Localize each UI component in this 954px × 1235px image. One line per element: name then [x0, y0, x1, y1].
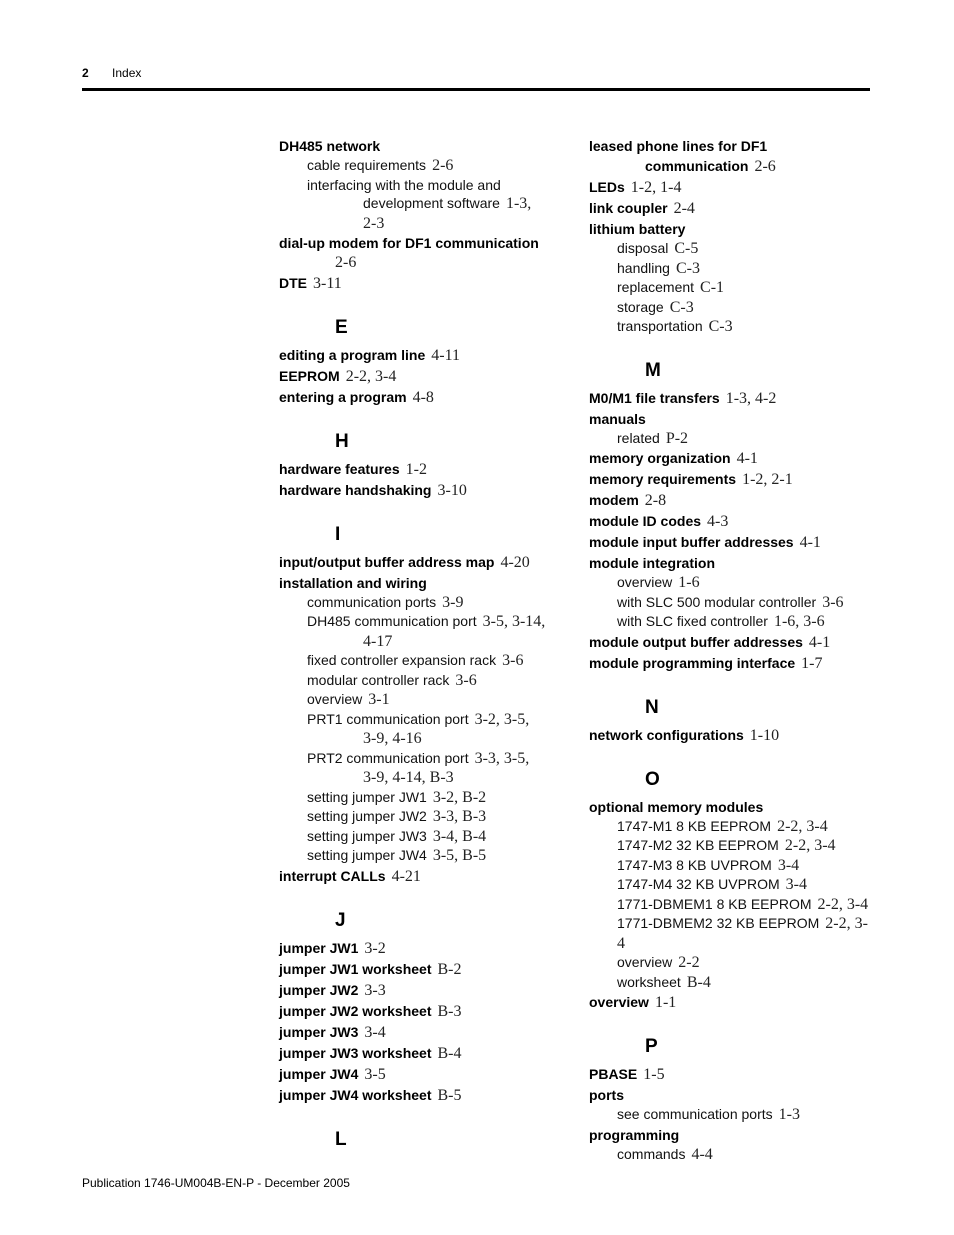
page-reference[interactable]: 2-4 [673, 200, 695, 217]
page-reference[interactable]: 2-2, 3-4 [784, 837, 836, 854]
index-letter-heading: L [335, 1128, 347, 1150]
index-term: jumper JW4 worksheet [279, 1086, 432, 1103]
page-reference[interactable]: 2-6 [335, 254, 357, 271]
index-subterm: 1747-M1 8 KB EEPROM [617, 817, 772, 834]
page-reference[interactable]: 3-3, B-3 [432, 808, 487, 825]
index-entry [279, 1022, 559, 1043]
page-reference[interactable]: 3-4 [785, 876, 807, 893]
page-reference[interactable]: C-3 [708, 318, 733, 335]
page-reference[interactable]: 4-1 [736, 450, 758, 467]
index-subterm: overview [307, 691, 363, 707]
page-reference[interactable]: 3-6 [822, 593, 844, 611]
index-subentry [279, 846, 559, 866]
index-subterm: commands [617, 1145, 686, 1162]
index-subentry-continued [279, 729, 559, 749]
index-entry [279, 366, 559, 387]
index-subterm: 1747-M3 8 KB UVPROM [617, 856, 772, 873]
index-term: module ID codes [589, 513, 702, 529]
index-subentry [589, 593, 869, 613]
index-subterm: 1747-M2 32 KB EEPROM [617, 837, 779, 853]
index-subentry [279, 827, 559, 847]
index-term: optional memory modules [589, 798, 764, 815]
page-reference[interactable]: C-5 [674, 240, 699, 257]
index-entry [589, 797, 869, 817]
page-reference[interactable]: 3-10 [437, 481, 467, 499]
index-entry [279, 136, 559, 156]
index-entry [589, 469, 869, 490]
index-subterm: PRT1 communication port [307, 710, 469, 727]
index-entry [589, 1125, 869, 1145]
page-reference[interactable]: 1-3 [778, 1106, 800, 1123]
page-reference[interactable]: 3-9, 4-14, B-3 [363, 769, 454, 786]
index-subentry [589, 1105, 869, 1125]
index-subentry [589, 612, 869, 632]
index-subterm: replacement [617, 279, 695, 295]
page-reference[interactable]: C-3 [669, 298, 694, 316]
page-reference[interactable]: 2-2, 3-4 [777, 817, 828, 835]
page-reference[interactable]: P-2 [665, 429, 689, 447]
page-reference[interactable]: B-2 [437, 960, 462, 978]
index-term: dial-up modem for DF1 communication [279, 235, 539, 251]
index-term: programming [589, 1126, 680, 1143]
index-subentry [589, 817, 869, 837]
index-subentry-continued [279, 632, 559, 652]
index-subentry [589, 239, 869, 259]
page-reference[interactable]: 2-6 [432, 157, 454, 174]
index-subterm: modular controller rack [307, 671, 450, 688]
index-subterm: transportation [617, 318, 703, 334]
index-term: manuals [589, 410, 646, 427]
page-reference[interactable]: 2-2, 3-4 [817, 895, 869, 913]
index-subentry [589, 573, 869, 593]
index-term: jumper JW1 [279, 939, 359, 956]
index-entry [279, 459, 559, 480]
index-entry [589, 388, 869, 409]
index-term: hardware handshaking [279, 481, 432, 498]
page-reference[interactable]: 1-7 [801, 654, 823, 672]
page-reference[interactable]: 4-4 [691, 1145, 713, 1163]
page-reference[interactable]: 1-3, 4-2 [725, 389, 777, 407]
index-subentry [589, 317, 869, 337]
index-entry [589, 632, 869, 653]
index-term: jumper JW1 worksheet [279, 960, 432, 977]
page-reference[interactable]: 1-5 [643, 1066, 665, 1083]
index-subentry-continued [279, 768, 559, 788]
page-reference[interactable]: 2-8 [644, 492, 667, 509]
index-subentry [279, 651, 559, 671]
index-term: DTE [279, 274, 307, 291]
page-reference[interactable]: 4-21 [391, 867, 421, 885]
index-subentry [279, 176, 559, 195]
page-reference[interactable]: 2-2 [678, 954, 700, 971]
index-term: LEDs [589, 179, 625, 195]
page-reference[interactable]: 1-6 [678, 574, 700, 591]
index-entry [589, 653, 869, 674]
page-reference[interactable]: 1-2, 2-1 [742, 471, 793, 488]
index-subentry [279, 690, 559, 710]
index-entry [589, 177, 869, 198]
page-reference[interactable]: 2-2, 3-4 [345, 367, 397, 385]
index-subentry [589, 875, 869, 895]
index-entry [589, 136, 869, 156]
index-entry [279, 1085, 559, 1106]
index-subentry [279, 156, 559, 176]
index-term: entering a program [279, 388, 407, 405]
index-subterm: 1771-DBMEM1 8 KB EEPROM [617, 895, 812, 912]
index-entry [279, 1043, 559, 1064]
page-reference[interactable]: 4-20 [500, 553, 530, 571]
page-reference[interactable]: 3-2 [364, 939, 386, 957]
index-letter-heading: O [645, 768, 660, 790]
index-entry [589, 219, 869, 239]
page-reference[interactable]: 3-5, B-5 [432, 847, 487, 864]
index-term: module input buffer addresses [589, 534, 794, 550]
index-entry [589, 448, 869, 469]
index-subentry [589, 973, 869, 993]
index-letter-heading: M [645, 359, 661, 381]
page-reference[interactable]: 3-3 [364, 981, 386, 999]
index-entry [589, 1064, 869, 1085]
index-subterm: cable requirements [307, 157, 427, 173]
index-subentry [279, 593, 559, 613]
index-subentry [589, 953, 869, 973]
index-letter-heading: H [335, 430, 349, 452]
index-term: installation and wiring [279, 574, 427, 591]
index-subentry [589, 1145, 869, 1165]
index-entry [279, 345, 559, 366]
page-reference[interactable]: B-4 [686, 973, 711, 991]
header-rule [82, 88, 870, 91]
index-subterm: overview [617, 574, 673, 590]
index-subterm: with SLC 500 modular controller [617, 593, 817, 610]
index-subterm: fixed controller expansion rack [307, 652, 497, 668]
page-reference[interactable]: 3-6 [502, 652, 524, 669]
page-reference[interactable]: 3-5 [364, 1065, 386, 1083]
page-reference[interactable]: 3-4 [777, 856, 800, 874]
index-subterm: setting jumper JW3 [307, 827, 427, 844]
page-reference[interactable]: B-4 [437, 1044, 462, 1062]
index-letter-heading: I [335, 523, 341, 545]
index-subterm: storage [617, 298, 664, 315]
page-reference[interactable]: 3-5, 3-14, [482, 613, 546, 630]
index-subentry [279, 710, 559, 730]
index-entry [589, 725, 869, 746]
index-term: link coupler [589, 200, 668, 216]
page-reference[interactable]: 4-3 [707, 513, 729, 530]
index-term: EEPROM [279, 367, 340, 384]
index-subentry-continued [279, 194, 559, 214]
page-reference[interactable]: 2-6 [754, 158, 776, 175]
index-term: M0/M1 file transfers [589, 389, 720, 406]
index-subentry-continued [279, 253, 559, 273]
index-letter-heading: P [645, 1036, 658, 1057]
page-reference[interactable]: B-3 [437, 1002, 462, 1020]
index-letter-heading: E [335, 316, 348, 338]
index-entry [589, 490, 869, 511]
section-title: Index [112, 66, 142, 80]
index-subentry [589, 895, 869, 915]
index-term: communication [645, 158, 749, 174]
index-entry [589, 198, 869, 219]
index-entry [279, 387, 559, 408]
index-subterm: disposal [617, 240, 669, 256]
index-entry [279, 959, 559, 980]
page-reference[interactable]: 4-1 [808, 633, 831, 651]
index-entry [279, 866, 559, 887]
page-reference[interactable]: 1-2, 1-4 [630, 179, 682, 196]
index-subentry [589, 259, 869, 279]
page-reference[interactable]: 4-1 [799, 534, 821, 551]
index-subterm: related [617, 429, 660, 446]
page-reference[interactable]: 1-2 [405, 460, 427, 478]
index-subterm: 1747-M4 32 KB UVPROM [617, 876, 780, 892]
page-reference[interactable]: B-5 [437, 1086, 462, 1104]
index-term: jumper JW2 worksheet [279, 1002, 432, 1019]
index-term: hardware features [279, 460, 400, 477]
index-entry [589, 1085, 869, 1105]
index-term: memory requirements [589, 471, 737, 487]
page-reference[interactable]: 3-2, B-2 [432, 788, 487, 806]
index-term: jumper JW3 [279, 1023, 359, 1040]
index-term: overview [589, 994, 649, 1010]
index-term: interrupt CALLs [279, 867, 386, 884]
page-reference[interactable]: 1-1 [654, 994, 677, 1011]
index-subterm: worksheet [617, 973, 681, 990]
index-subterm: overview [617, 954, 673, 970]
index-subterm: PRT2 communication port [307, 749, 469, 766]
index-term: DH485 network [279, 138, 381, 154]
index-term: module programming interface [589, 654, 796, 671]
index-subentry [589, 856, 869, 876]
index-subentry [589, 429, 869, 449]
index-term: module integration [589, 555, 715, 571]
index-subentry [279, 671, 559, 691]
publication-footer: Publication 1746-UM004B-EN-P - December 2005 [82, 1176, 350, 1190]
index-term: modem [589, 492, 639, 508]
page-reference[interactable]: C-3 [675, 259, 700, 277]
index-subterm: with SLC fixed controller [617, 613, 768, 629]
index-subentry [589, 298, 869, 318]
page-reference[interactable]: 1-10 [749, 726, 780, 744]
index-entry [279, 1064, 559, 1085]
index-subentry-continued [279, 214, 559, 234]
index-term: leased phone lines for DF1 [589, 138, 768, 154]
index-entry [279, 273, 559, 294]
index-entry [279, 1001, 559, 1022]
index-entry [279, 938, 559, 959]
index-entry [279, 480, 559, 501]
index-column-right [589, 136, 869, 1164]
index-term: lithium battery [589, 221, 686, 237]
page-reference[interactable]: 3-4 [364, 1023, 386, 1041]
page-reference[interactable]: 3-1 [368, 691, 390, 708]
page-reference[interactable]: 3-9 [442, 593, 464, 611]
index-subterm: handling [617, 259, 670, 276]
index-subentry [279, 807, 559, 827]
index-entry [279, 552, 559, 573]
page-number: 2 [82, 66, 89, 80]
index-term: input/output buffer address map [279, 553, 495, 570]
index-entry [279, 233, 559, 253]
index-term: PBASE [589, 1066, 638, 1082]
index-entry [279, 980, 559, 1001]
index-subentry [589, 278, 869, 298]
index-subentry [589, 914, 869, 953]
index-entry [589, 409, 869, 429]
index-entry-continued [589, 156, 869, 177]
page-reference[interactable]: 2-2, 3-4 [617, 915, 868, 952]
page-reference[interactable]: 4-8 [412, 388, 434, 406]
index-subentry [279, 749, 559, 769]
index-subentry [279, 788, 559, 808]
page-header [82, 66, 141, 80]
index-entry [279, 573, 559, 593]
index-subentry [589, 836, 869, 856]
page-reference[interactable]: 3-2, 3-5, [474, 710, 530, 728]
index-entry [589, 553, 869, 573]
page-reference[interactable]: 3-3, 3-5, [474, 749, 530, 767]
page-reference[interactable]: 3-9, 4-16 [363, 730, 422, 747]
index-entry [589, 511, 869, 532]
index-letter-heading: J [335, 909, 346, 931]
page-reference[interactable]: 1-6, 3-6 [773, 613, 825, 630]
index-term: editing a program line [279, 346, 426, 363]
index-entry [589, 992, 869, 1013]
page-reference[interactable]: 1-3, [505, 195, 532, 212]
index-subterm: development software [363, 195, 500, 211]
page-reference[interactable]: 4-17 [363, 632, 393, 650]
index-term: jumper JW2 [279, 981, 359, 998]
index-term: ports [589, 1087, 624, 1103]
index-term: module output buffer addresses [589, 633, 803, 650]
page-reference[interactable]: C-1 [700, 279, 725, 296]
page-reference[interactable]: 4-11 [431, 346, 460, 364]
page-reference[interactable]: 3-11 [313, 274, 342, 292]
index-subterm: setting jumper JW2 [307, 808, 427, 824]
index-subterm: setting jumper JW4 [307, 847, 427, 863]
index-subterm: see communication ports [617, 1106, 773, 1122]
index-term: network configurations [589, 726, 744, 743]
index-subterm: communication ports [307, 593, 437, 610]
index-subterm: interfacing with the module and [307, 176, 501, 193]
index-subterm: DH485 communication port [307, 613, 477, 629]
index-letter-heading: N [645, 696, 659, 718]
index-column-left [279, 136, 559, 1157]
index-subterm: setting jumper JW1 [307, 788, 427, 805]
page-reference[interactable]: 2-3 [363, 214, 385, 232]
page-reference[interactable]: 3-6 [455, 671, 477, 689]
index-term: jumper JW3 worksheet [279, 1044, 432, 1061]
index-term: memory organization [589, 450, 731, 466]
index-entry [589, 532, 869, 553]
index-subterm: 1771-DBMEM2 32 KB EEPROM [617, 915, 820, 931]
page-reference[interactable]: 3-4, B-4 [432, 827, 487, 845]
index-term: jumper JW4 [279, 1065, 359, 1082]
index-subentry [279, 612, 559, 632]
